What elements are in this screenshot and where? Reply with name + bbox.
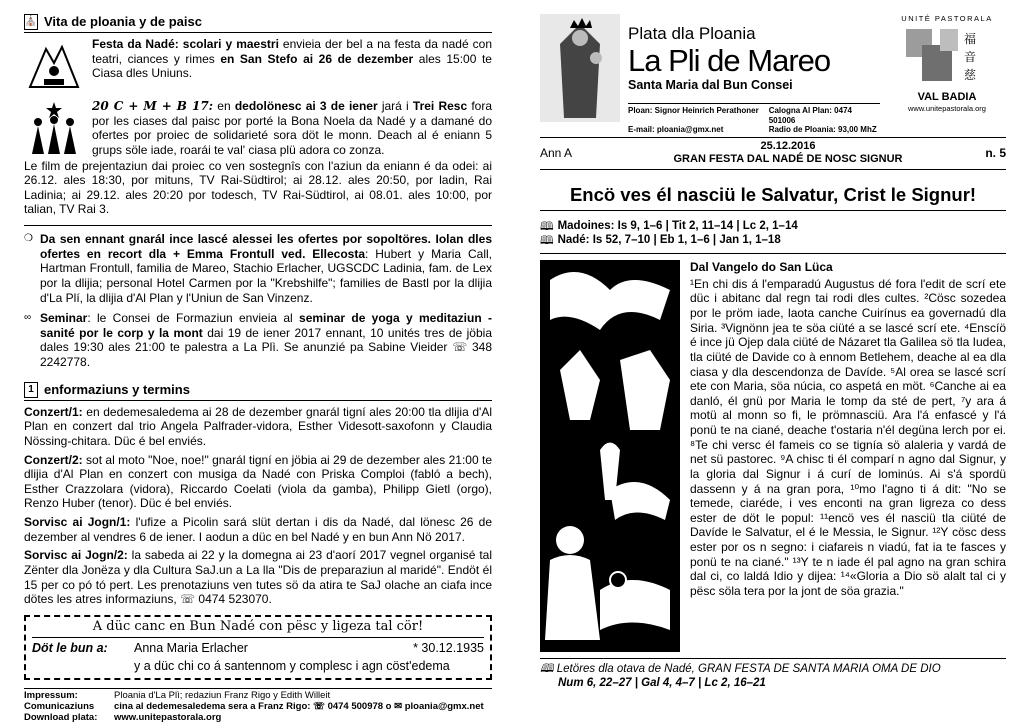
- festa-body: envieia der bel a na festa da nadé con teatri, ciances y rimes: [92, 37, 492, 66]
- info-item: [24, 405, 492, 449]
- film-paragraph: Le film de prejentaziun dai proiec co ven sostegnîs con l'aziun da eniann é da odei: ai 26.12. ales 18:30, por mituns, TV Rai-Südtirol; ai 28.12. ales 20:50, por ladin, Rai Ladinia; ai 29.12. ales 20:20 por todesch, TV Rai-Südtirol, ai 08.01. ales 10:00, por talian, TV Rai 3.: [24, 158, 492, 217]
- nativity-woodcut-image: [540, 260, 680, 652]
- left-column: [24, 14, 493, 723]
- greetings-title: A düc canc en Bun Nadé con pësc y ligeza tal cör!: [32, 619, 484, 638]
- birthday-wish: y a düc chi co á santennom y complesc i agn cöst'edema: [134, 658, 450, 673]
- reading-row: [540, 219, 1006, 233]
- spacer: [32, 659, 124, 674]
- book-icon: 🕮: [540, 233, 554, 248]
- logo-url[interactable]: www.unitepastorala.org: [908, 104, 986, 114]
- headline: Encö ves él nasciü le Salvatur, Crist le Signur!: [540, 184, 1006, 212]
- festa-lead: Festa da Nadé: scolari y maestri: [92, 37, 279, 51]
- svg-text:福: 福: [964, 32, 977, 47]
- circle-bullet-icon: ❍: [24, 233, 33, 244]
- info-text: la sabeda ai 22 y la domegna ai 23 d'aorí 2017 vegnel organisé tal Zënter dla Jonëza y dla Cultura SaJ.un a La lla "Dis de preparaziun al maridé". Endöt él 15 per co pó tó pert. Les prenotaziuns ven tutes sö da atira te SaJ olache an ciafa ince dötes les atres informaziuns, ☏ 0474 523070.: [24, 548, 492, 607]
- info-label: Sorvisc ai Jogn/2:: [24, 548, 128, 563]
- reading-row: [540, 233, 1006, 247]
- trei-resc-body: en: [213, 99, 235, 113]
- trei-resc-row: [24, 99, 492, 158]
- info-label: Conzert/1:: [24, 404, 83, 419]
- trei-resc-body-3: fora por les ciases dal paisc por porté la Bona Noela da Nadé y a damané do ofertes por proiec de solidarieté sora döt le monn. Deach al é eniann 5 grups söle iade, roarái te val' ciasa plü adora co zonza.: [92, 99, 493, 157]
- contact-ploan: Ploan: Signor Heinrich Perathoner: [628, 105, 759, 115]
- readings: [540, 219, 1006, 254]
- issue-number: n. 5: [985, 146, 1006, 161]
- trei-resc-date: dedolönesc ai 3 de iener: [234, 99, 378, 113]
- calendar-icon: 1: [24, 382, 38, 398]
- info-item: [24, 515, 492, 544]
- impressum-value: Ploania d'La Plì; redaziun Franz Rigo y Edith Willeit: [114, 690, 331, 702]
- info-label: Sorvisc ai Jogn/1:: [24, 515, 131, 529]
- octave-readings-list: Num 6, 22–27 | Gal 4, 4–7 | Lc 2, 16–21: [558, 677, 766, 690]
- contact-radio: Radio de Ploania: 93,00 MhZ: [768, 125, 877, 135]
- seminar-body-end: dai 19 de iener 2017 ennant, 10 unités tres de jöbia dales 19:30 ales 21:00 te palestra a La Plì. Se anunzié pa Sabine Vieider ☏ 348 2242778.: [40, 325, 492, 369]
- date-feast: [630, 140, 946, 166]
- birthday-date: * 30.12.1935: [413, 640, 484, 655]
- section-header-enformaziuns: [24, 382, 492, 401]
- seminar-body: : le Consei de Formaziun envieia al: [87, 311, 300, 326]
- section-title: Vita de ploania y de paisc: [44, 14, 202, 30]
- right-column: [540, 14, 1006, 714]
- festa-body-end: ales 15:00 te Ciasa dles Uniuns.: [92, 51, 492, 81]
- info-text: sot al moto "Noe, noe!" gnarál tigní en jöbia ai 29 de dezember ales 21:00 te dlijia d'Al Plan en conzert con musiga da Nadé con Priska Comploi (fabló a bech), Esther Crazzolara (vidora), Riccardo Coelati (viola da gamba), Philipp Gietl (orgo), Renzo Huber (tenor). Düc é bel enviés.: [24, 452, 492, 511]
- impressum-label: Impressum:: [24, 690, 78, 702]
- logo-graphic: [902, 23, 992, 87]
- masthead-titles: [628, 14, 880, 135]
- festa-text: [92, 37, 492, 95]
- birthday-wish-row: [32, 659, 484, 674]
- svg-text:慈: 慈: [964, 68, 977, 83]
- svg-text:音: 音: [964, 50, 977, 65]
- reading-text: Madoines: Is 9, 1–6 | Tit 2, 11–14 | Lc 2, 1–14: [557, 220, 798, 233]
- unite-pastorala-logo: [888, 14, 1006, 135]
- ofertes-body: : Hubert y Maria Call, Hartman Frontull, familia de Mareo, Stachio Erlacher, UGSCDC Ladinia, fam. de Lex por la dlijia; personal Hotel Carmen por la "Krebshilfe"; families de Bastl por la dlijia d'La Plí, la dlijia d'Al Plan y l'Uniun de San Vinzenz.: [40, 246, 492, 305]
- gospel-body: ¹En chi dis á l'emparadú Augustus dé fora l'edit de scrí ete düc i abitanc dal regn tai rodi dles cultes. ²Cösc sozedea por le pröm iade, laota canche Cuirínus ea governadú dla Siria. ³Vignönn jea te söa ciüté a se lascé scrí ete. ⁴Enscíö é ince jü Ojep dala ciüté de Názaret tla Galilea sö tla Iudea, tla ciüté de Davide co à ennom Betlehem, deache al ea dla ciasa y dla descendonza de Davíde. ⁵Al orea se lascé scrí ete con Maria, söa núcia, co aspetá en möt. ⁶Canche ai ea danló, él gnü por Maria le tomp da sté de pert, ⁷y ara á motü al monn so fi, le prömnasciü. Ara l'á enfascé y l'á ponü te na ciané, deache t'ostaria n'él degüna lerch por ei. ⁸Te chi versc él fameis co se tignía sö alaleria y vardá de net sü pastorec. ⁹A chisc ti él comparí n agno dal Signur, y la gloria dal Signur i á curí de lominús. Ai s'á spordü dassenn y á na gran pora, ¹⁰mo l'agno ti á dit: "No se temede, ciaréde, i ves enconti na gran ligreza co dess ester de döt le popul: ¹¹encö ves él nasciü tla ciüté de Davíde le Salvatur, el é le Messia, le Signur. ¹²Y cösc dess ester por os n segno: i ciafareis n viadú, fat ia te fasces y ponü te na ciané." ¹³Y te n iade él pal agno na gran schira dal ci, co laldá Idio y dijea: ¹⁴«Gloria a Dio sö alalt tal ci y pësc söla tera por la jont de söa grazia.": [690, 276, 1006, 598]
- ofertes-lead: Da sen ennant gnarál ince lascé alessei les ofertes por sopoltöres. Iolan dles ofertes en recort dla + Emma Frontull ved. Ellecosta: [40, 232, 492, 261]
- impressum-link[interactable]: www.unitepastorala.org: [114, 711, 222, 723]
- info-list: [24, 405, 492, 607]
- impressum: [24, 688, 492, 724]
- logo-name: VAL BADIA: [917, 90, 977, 103]
- seminar-title: seminar de yoga y meditaziun - sanité por le corp y la mont: [40, 311, 492, 340]
- info-text: l'ufize a Picolin sará slüt dertan i dis da Nadé, dal lönesc 26 de dezember al vendres 6 de iener. I aodun a düc en bel Nadé y en bun Ann Nö 2017.: [24, 515, 492, 544]
- infinity-bullet-icon: ∞: [24, 312, 32, 324]
- contact-info: [628, 103, 880, 135]
- contact-phone: Calogna Al Plan: 0474 501006: [768, 105, 852, 125]
- contact-email[interactable]: E-mail: ploania@gmx.net: [628, 125, 724, 135]
- trei-resc-body-2: jará i: [377, 99, 413, 113]
- trei-resc-kings: Trei Resc: [412, 99, 468, 113]
- liturgical-year: Ann A: [540, 146, 573, 161]
- birthday-label: Döt le bun a:: [32, 640, 108, 655]
- gospel-text: [690, 260, 1006, 652]
- section-header-vita: [24, 14, 492, 33]
- book-icon: 🕮: [540, 661, 554, 676]
- three-kings-icon: [24, 99, 84, 157]
- reading-text: Nadé: Is 52, 7–10 | Eb 1, 1–6 | Jan 1, 1–18: [557, 234, 781, 247]
- trei-resc-text: [92, 99, 492, 158]
- trei-resc-handwriting: 20 C + M + B 17:: [92, 99, 214, 113]
- impressum-row: [24, 713, 492, 724]
- issue-date: 25.12.2016: [760, 140, 816, 153]
- ofertes-item: [24, 225, 492, 305]
- logo-top-text: UNITÉ PASTORALA: [901, 14, 993, 23]
- church-icon: ⛪: [24, 14, 38, 30]
- birthday-name: Anna Maria Erlacher: [134, 640, 248, 655]
- info-text: en dedemesaledema ai 28 de dezember gnarál tigní ales 20:00 tla dlijia d'Al Plan en conzert dal trio Angela Palfrader-vidora, Esther Videsott-saxofonn y Claudia Nössing-chitara. Düc é bel enviés.: [24, 404, 492, 448]
- octave-readings: [540, 658, 1006, 690]
- masthead-title: La Pli de Mareo: [628, 42, 831, 78]
- octave-title: Letöres dla otava de Nadé, GRAN FESTA DE SANTA MARIA OMA DE DIO: [556, 663, 941, 676]
- impressum-label: Comunicaziuns: [24, 701, 95, 713]
- info-item: [24, 548, 492, 607]
- gospel-title: Dal Vangelo do San Lüca: [690, 260, 833, 275]
- festa-row: [24, 37, 492, 95]
- madonna-image: [540, 14, 620, 122]
- date-line: [540, 137, 1006, 169]
- masthead-small-title: Plata dla Ploania: [628, 24, 756, 43]
- festa-date: en San Stefo ai 26 de dezember: [220, 51, 414, 66]
- greetings-box: [24, 615, 492, 680]
- impressum-label: Download plata:: [24, 711, 98, 723]
- section-title: enformaziuns y termins: [44, 381, 190, 397]
- seminar-item: [24, 311, 492, 370]
- feast-name: GRAN FESTA DAL NADÉ DE NOSC SIGNUR: [673, 153, 903, 166]
- gospel-section: [540, 260, 1006, 652]
- nativity-icon: [24, 37, 84, 95]
- impressum-value: cina al dedemesaledema sera a Franz Rigo: ☏ 0474 500978 o ✉ ploania@gmx.net: [114, 701, 484, 713]
- seminar-lead: Seminar: [40, 311, 88, 326]
- octave-title-row: [540, 661, 1006, 676]
- masthead-subtitle: Santa Maria dal Bun Consei: [628, 77, 793, 92]
- book-icon: 🕮: [540, 219, 554, 234]
- masthead: [540, 14, 1006, 135]
- info-label: Conzert/2:: [24, 452, 83, 467]
- info-item: [24, 453, 492, 512]
- birthday-row: [32, 641, 484, 656]
